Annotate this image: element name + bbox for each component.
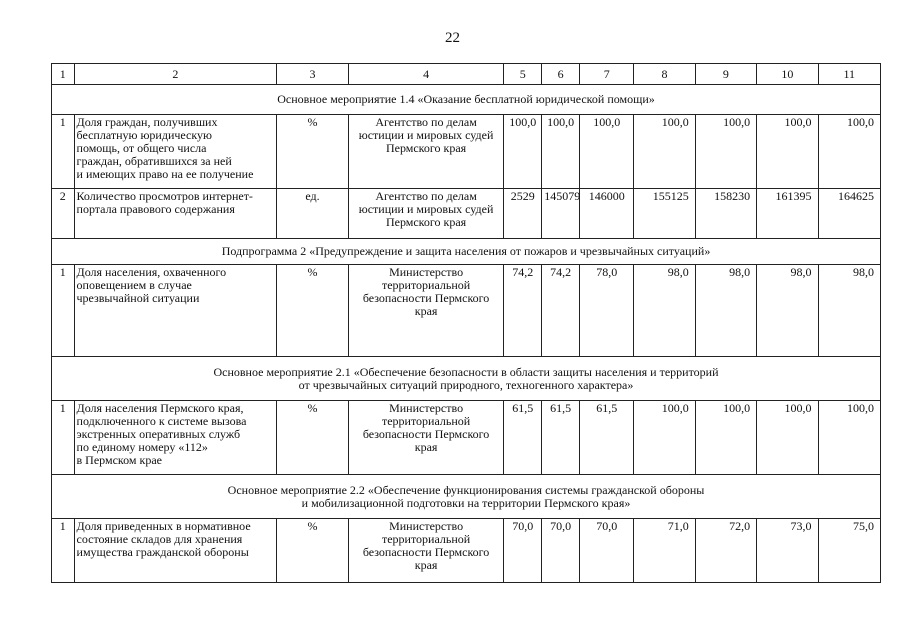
text-line: Доля населения Пермского края, bbox=[76, 401, 244, 415]
text-line: и имеющих право на ее получение bbox=[76, 167, 254, 181]
unit-of-measure: % bbox=[277, 401, 349, 475]
value-cell: 100,0 bbox=[757, 115, 818, 189]
unit-of-measure: % bbox=[277, 265, 349, 357]
responsible-agency bbox=[348, 115, 504, 189]
value-cell: 70,0 bbox=[542, 519, 580, 583]
indicator-name bbox=[74, 401, 277, 475]
value-cell: 100,0 bbox=[695, 401, 756, 475]
text-line: подключенного к системе вызова bbox=[76, 414, 247, 428]
responsible-agency bbox=[348, 265, 504, 357]
value-cell: 98,0 bbox=[818, 265, 880, 357]
table-row bbox=[52, 401, 881, 475]
row-number: 1 bbox=[52, 519, 75, 583]
value-cell: 2529 bbox=[504, 189, 542, 239]
value-cell: 74,2 bbox=[542, 265, 580, 357]
value-cell: 71,0 bbox=[634, 519, 695, 583]
text-line: Количество просмотров интернет- bbox=[76, 189, 253, 203]
column-header: 7 bbox=[580, 64, 634, 85]
text-line: граждан, обратившихся за ней bbox=[76, 154, 232, 168]
table-row bbox=[52, 265, 881, 357]
table-body bbox=[52, 64, 881, 583]
value-cell: 73,0 bbox=[757, 519, 818, 583]
text-line: помощь, от общего числа bbox=[76, 141, 207, 155]
text-line: Министерство bbox=[389, 265, 464, 279]
text-line: Основное мероприятие 2.2 «Обеспечение функционирования системы гражданской обороны bbox=[227, 482, 705, 497]
value-cell: 100,0 bbox=[504, 115, 542, 189]
unit-of-measure: % bbox=[277, 115, 349, 189]
text-line: территориальной bbox=[381, 278, 471, 292]
value-cell: 98,0 bbox=[695, 265, 756, 357]
text-line: безопасности Пермского bbox=[362, 427, 490, 441]
text-line: Агентство по делам bbox=[375, 115, 477, 129]
column-header: 3 bbox=[277, 64, 349, 85]
text-line: Пермского края bbox=[385, 215, 467, 229]
value-cell: 98,0 bbox=[757, 265, 818, 357]
text-line: по единому номеру «112» bbox=[76, 440, 208, 454]
section-heading bbox=[52, 475, 881, 519]
indicator-name bbox=[74, 265, 277, 357]
text-line: Подпрограмма 2 «Предупреждение и защита населения от пожаров и чрезвычайных ситуаций» bbox=[221, 244, 711, 258]
value-cell: 100,0 bbox=[818, 115, 880, 189]
column-header: 11 bbox=[818, 64, 880, 85]
value-cell: 146000 bbox=[580, 189, 634, 239]
text-line: и мобилизационной подготовки на территории Пермского края» bbox=[301, 495, 631, 510]
text-line: экстренных оперативных служб bbox=[76, 427, 241, 441]
text-line: безопасности Пермского bbox=[362, 545, 490, 559]
indicator-name bbox=[74, 189, 277, 239]
responsible-agency bbox=[348, 519, 504, 583]
value-cell: 100,0 bbox=[757, 401, 818, 475]
row-number: 1 bbox=[52, 401, 75, 475]
value-cell: 155125 bbox=[634, 189, 695, 239]
value-cell: 100,0 bbox=[695, 115, 756, 189]
value-cell: 158230 bbox=[695, 189, 756, 239]
table-row bbox=[52, 115, 881, 189]
text-line: территориальной bbox=[381, 532, 471, 546]
text-line: бесплатную юридическую bbox=[76, 128, 212, 142]
text-line: Доля приведенных в нормативное bbox=[76, 519, 251, 533]
text-line: Основное мероприятие 1.4 «Оказание бесплатной юридической помощи» bbox=[277, 92, 655, 106]
column-header: 5 bbox=[504, 64, 542, 85]
row-number: 1 bbox=[52, 115, 75, 189]
text-line: юстиции и мировых судей bbox=[358, 128, 494, 142]
text-line: края bbox=[414, 558, 438, 572]
text-line: от чрезвычайных ситуаций природного, техногенного характера» bbox=[298, 377, 634, 392]
value-cell: 100,0 bbox=[542, 115, 580, 189]
responsible-agency bbox=[348, 401, 504, 475]
text-line: в Пермском крае bbox=[76, 453, 162, 467]
value-cell: 164625 bbox=[818, 189, 880, 239]
column-header: 9 bbox=[695, 64, 756, 85]
table-row bbox=[52, 519, 881, 583]
text-line: Министерство bbox=[389, 401, 464, 415]
value-cell: 61,5 bbox=[580, 401, 634, 475]
section-heading-row bbox=[52, 239, 881, 265]
value-cell: 70,0 bbox=[504, 519, 542, 583]
column-header: 2 bbox=[74, 64, 277, 85]
column-header: 6 bbox=[542, 64, 580, 85]
section-heading bbox=[52, 357, 881, 401]
value-cell: 72,0 bbox=[695, 519, 756, 583]
unit-of-measure: % bbox=[277, 519, 349, 583]
value-cell: 161395 bbox=[757, 189, 818, 239]
text-line: территориальной bbox=[381, 414, 471, 428]
responsible-agency bbox=[348, 189, 504, 239]
value-cell: 98,0 bbox=[634, 265, 695, 357]
value-cell: 61,5 bbox=[504, 401, 542, 475]
text-line: Доля граждан, получивших bbox=[76, 115, 218, 129]
value-cell: 78,0 bbox=[580, 265, 634, 357]
value-cell: 100,0 bbox=[634, 401, 695, 475]
row-number: 1 bbox=[52, 265, 75, 357]
section-heading-row bbox=[52, 357, 881, 401]
indicators-table bbox=[51, 63, 881, 583]
indicator-name bbox=[74, 115, 277, 189]
column-header: 10 bbox=[757, 64, 818, 85]
column-header: 8 bbox=[634, 64, 695, 85]
text-line: Основное мероприятие 2.1 «Обеспечение безопасности в области защиты населения и территорий bbox=[213, 364, 719, 379]
text-line: безопасности Пермского bbox=[362, 291, 490, 305]
column-number-row bbox=[52, 64, 881, 85]
page-number: 22 bbox=[445, 30, 460, 46]
value-cell: 70,0 bbox=[580, 519, 634, 583]
text-line: состояние складов для хранения bbox=[76, 532, 243, 546]
column-header: 4 bbox=[348, 64, 504, 85]
text-line: Пермского края bbox=[385, 141, 467, 155]
value-cell: 100,0 bbox=[634, 115, 695, 189]
text-line: края bbox=[414, 304, 438, 318]
value-cell: 145079 bbox=[542, 189, 580, 239]
value-cell: 100,0 bbox=[818, 401, 880, 475]
value-cell: 75,0 bbox=[818, 519, 880, 583]
section-heading-row bbox=[52, 475, 881, 519]
column-header: 1 bbox=[52, 64, 75, 85]
section-heading bbox=[52, 85, 881, 115]
value-cell: 74,2 bbox=[504, 265, 542, 357]
text-line: имущества гражданской обороны bbox=[76, 545, 249, 559]
text-line: Агентство по делам bbox=[375, 189, 477, 203]
value-cell: 61,5 bbox=[542, 401, 580, 475]
value-cell: 100,0 bbox=[580, 115, 634, 189]
indicator-name bbox=[74, 519, 277, 583]
text-line: Министерство bbox=[389, 519, 464, 533]
unit-of-measure: ед. bbox=[277, 189, 349, 239]
text-line: портала правового содержания bbox=[76, 202, 235, 216]
row-number: 2 bbox=[52, 189, 75, 239]
text-line: юстиции и мировых судей bbox=[358, 202, 494, 216]
section-heading bbox=[52, 239, 881, 265]
text-line: оповещением в случае bbox=[76, 278, 192, 292]
text-line: края bbox=[414, 440, 438, 454]
table-row bbox=[52, 189, 881, 239]
text-line: Доля населения, охваченного bbox=[76, 265, 227, 279]
text-line: чрезвычайной ситуации bbox=[76, 291, 200, 305]
section-heading-row bbox=[52, 85, 881, 115]
